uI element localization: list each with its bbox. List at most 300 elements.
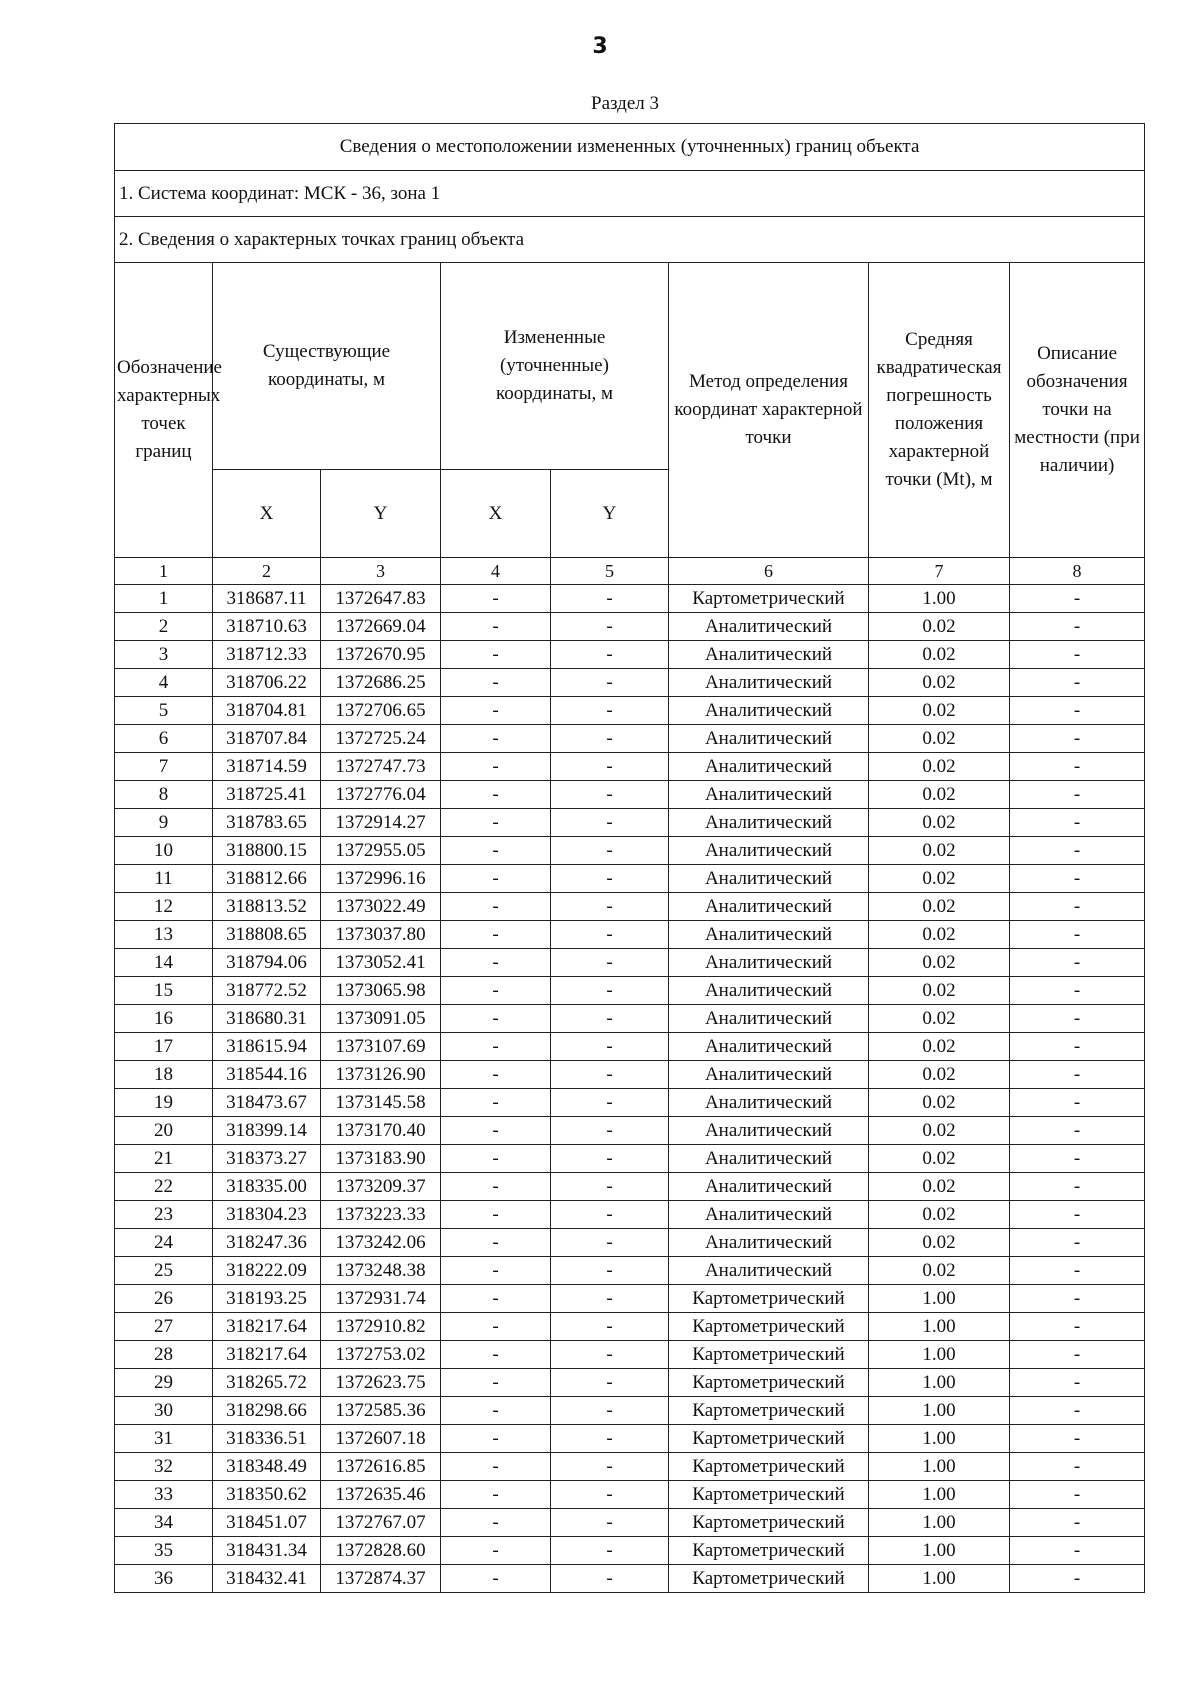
changed-y-cell: -	[551, 1313, 669, 1341]
existing-y-cell: 1372996.16	[321, 865, 441, 893]
existing-y-cell: 1372914.27	[321, 809, 441, 837]
existing-y-cell: 1373022.49	[321, 893, 441, 921]
description-cell: -	[1010, 1397, 1145, 1425]
method-cell: Аналитический	[669, 949, 869, 977]
header-changed-coordinates: Измененные (уточненные) координаты, м	[441, 263, 669, 470]
method-cell: Картометрический	[669, 1369, 869, 1397]
method-cell: Аналитический	[669, 837, 869, 865]
coordinate-system: 1. Система координат: МСК - 36, зона 1	[115, 171, 1145, 217]
method-cell: Картометрический	[669, 1453, 869, 1481]
changed-x-cell: -	[441, 1229, 551, 1257]
mt-value-cell: 0.02	[869, 753, 1010, 781]
method-cell: Картометрический	[669, 1425, 869, 1453]
description-cell: -	[1010, 697, 1145, 725]
point-id-cell: 30	[115, 1397, 213, 1425]
existing-y-cell: 1372753.02	[321, 1341, 441, 1369]
header-description: Описание обозначения точки на местности (при наличии)	[1010, 263, 1145, 558]
point-id-cell: 15	[115, 977, 213, 1005]
existing-x-cell: 318222.09	[213, 1257, 321, 1285]
mt-value-cell: 1.00	[869, 1425, 1010, 1453]
existing-y-cell: 1373170.40	[321, 1117, 441, 1145]
changed-x-cell: -	[441, 1117, 551, 1145]
description-cell: -	[1010, 1229, 1145, 1257]
description-cell: -	[1010, 781, 1145, 809]
column-number: 6	[669, 558, 869, 585]
header-changed-y: Y	[551, 470, 669, 558]
changed-x-cell: -	[441, 781, 551, 809]
changed-x-cell: -	[441, 1285, 551, 1313]
point-id-cell: 24	[115, 1229, 213, 1257]
changed-y-cell: -	[551, 1173, 669, 1201]
method-cell: Аналитический	[669, 1033, 869, 1061]
table-row	[115, 809, 1145, 837]
changed-y-cell: -	[551, 1033, 669, 1061]
existing-y-cell: 1373037.80	[321, 921, 441, 949]
mt-value-cell: 0.02	[869, 1033, 1010, 1061]
method-cell: Картометрический	[669, 1341, 869, 1369]
existing-y-cell: 1373091.05	[321, 1005, 441, 1033]
description-cell: -	[1010, 1117, 1145, 1145]
changed-y-cell: -	[551, 809, 669, 837]
points-section-title: 2. Сведения о характерных точках границ объекта	[115, 217, 1145, 263]
method-cell: Картометрический	[669, 1509, 869, 1537]
existing-x-cell: 318794.06	[213, 949, 321, 977]
existing-y-cell: 1373183.90	[321, 1145, 441, 1173]
method-cell: Аналитический	[669, 921, 869, 949]
existing-x-cell: 318706.22	[213, 669, 321, 697]
mt-value-cell: 0.02	[869, 1201, 1010, 1229]
changed-x-cell: -	[441, 641, 551, 669]
description-cell: -	[1010, 641, 1145, 669]
changed-x-cell: -	[441, 1453, 551, 1481]
changed-x-cell: -	[441, 1313, 551, 1341]
changed-y-cell: -	[551, 1117, 669, 1145]
description-cell: -	[1010, 949, 1145, 977]
description-cell: -	[1010, 669, 1145, 697]
existing-x-cell: 318812.66	[213, 865, 321, 893]
mt-value-cell: 1.00	[869, 585, 1010, 613]
method-cell: Аналитический	[669, 893, 869, 921]
changed-y-cell: -	[551, 1453, 669, 1481]
mt-value-cell: 0.02	[869, 1005, 1010, 1033]
description-cell: -	[1010, 1005, 1145, 1033]
changed-y-cell: -	[551, 1341, 669, 1369]
existing-x-cell: 318217.64	[213, 1341, 321, 1369]
changed-y-cell: -	[551, 1537, 669, 1565]
table-row	[115, 1341, 1145, 1369]
changed-x-cell: -	[441, 949, 551, 977]
existing-x-cell: 318800.15	[213, 837, 321, 865]
mt-value-cell: 0.02	[869, 725, 1010, 753]
header-changed-x: X	[441, 470, 551, 558]
point-id-cell: 32	[115, 1453, 213, 1481]
existing-y-cell: 1372670.95	[321, 641, 441, 669]
description-cell: -	[1010, 753, 1145, 781]
changed-x-cell: -	[441, 585, 551, 613]
changed-y-cell: -	[551, 1229, 669, 1257]
existing-x-cell: 318772.52	[213, 977, 321, 1005]
changed-y-cell: -	[551, 1481, 669, 1509]
mt-value-cell: 0.02	[869, 837, 1010, 865]
changed-x-cell: -	[441, 1565, 551, 1593]
method-cell: Картометрический	[669, 1565, 869, 1593]
changed-x-cell: -	[441, 1369, 551, 1397]
existing-x-cell: 318714.59	[213, 753, 321, 781]
point-id-cell: 2	[115, 613, 213, 641]
existing-y-cell: 1372776.04	[321, 781, 441, 809]
changed-x-cell: -	[441, 1089, 551, 1117]
description-cell: -	[1010, 865, 1145, 893]
table-caption: Сведения о местоположении измененных (уточненных) границ объекта	[115, 124, 1145, 171]
method-cell: Картометрический	[669, 1397, 869, 1425]
existing-x-cell: 318193.25	[213, 1285, 321, 1313]
existing-y-cell: 1373209.37	[321, 1173, 441, 1201]
point-id-cell: 6	[115, 725, 213, 753]
table-row	[115, 1565, 1145, 1593]
mt-value-cell: 0.02	[869, 977, 1010, 1005]
table-row	[115, 1229, 1145, 1257]
changed-x-cell: -	[441, 865, 551, 893]
point-id-cell: 14	[115, 949, 213, 977]
mt-value-cell: 0.02	[869, 1173, 1010, 1201]
mt-value-cell: 0.02	[869, 1117, 1010, 1145]
point-id-cell: 19	[115, 1089, 213, 1117]
mt-value-cell: 1.00	[869, 1565, 1010, 1593]
point-id-cell: 28	[115, 1341, 213, 1369]
point-id-cell: 17	[115, 1033, 213, 1061]
existing-y-cell: 1372910.82	[321, 1313, 441, 1341]
method-cell: Аналитический	[669, 1145, 869, 1173]
changed-x-cell: -	[441, 809, 551, 837]
existing-x-cell: 318451.07	[213, 1509, 321, 1537]
changed-y-cell: -	[551, 837, 669, 865]
existing-x-cell: 318265.72	[213, 1369, 321, 1397]
description-cell: -	[1010, 893, 1145, 921]
changed-y-cell: -	[551, 1201, 669, 1229]
mt-value-cell: 0.02	[869, 1061, 1010, 1089]
mt-value-cell: 0.02	[869, 1145, 1010, 1173]
point-id-cell: 36	[115, 1565, 213, 1593]
existing-x-cell: 318725.41	[213, 781, 321, 809]
table-row	[115, 1369, 1145, 1397]
changed-x-cell: -	[441, 1341, 551, 1369]
method-cell: Аналитический	[669, 613, 869, 641]
mt-value-cell: 0.02	[869, 669, 1010, 697]
point-id-cell: 31	[115, 1425, 213, 1453]
method-cell: Аналитический	[669, 1061, 869, 1089]
method-cell: Картометрический	[669, 1481, 869, 1509]
table-row	[115, 1481, 1145, 1509]
table-row	[115, 669, 1145, 697]
table-row	[115, 921, 1145, 949]
table-row	[115, 1313, 1145, 1341]
mt-value-cell: 0.02	[869, 1257, 1010, 1285]
existing-x-cell: 318304.23	[213, 1201, 321, 1229]
mt-value-cell: 0.02	[869, 809, 1010, 837]
changed-x-cell: -	[441, 837, 551, 865]
table-row	[115, 1033, 1145, 1061]
method-cell: Аналитический	[669, 1089, 869, 1117]
changed-x-cell: -	[441, 1481, 551, 1509]
changed-y-cell: -	[551, 669, 669, 697]
mt-value-cell: 1.00	[869, 1341, 1010, 1369]
existing-y-cell: 1373052.41	[321, 949, 441, 977]
table-row	[115, 1145, 1145, 1173]
description-cell: -	[1010, 1425, 1145, 1453]
point-id-cell: 29	[115, 1369, 213, 1397]
header-designation: Обозначение характерных точек границ	[115, 263, 213, 558]
existing-x-cell: 318710.63	[213, 613, 321, 641]
table-row	[115, 837, 1145, 865]
changed-x-cell: -	[441, 977, 551, 1005]
table-row	[115, 949, 1145, 977]
mt-value-cell: 0.02	[869, 613, 1010, 641]
description-cell: -	[1010, 1201, 1145, 1229]
method-cell: Аналитический	[669, 977, 869, 1005]
existing-y-cell: 1372725.24	[321, 725, 441, 753]
method-cell: Картометрический	[669, 1537, 869, 1565]
existing-y-cell: 1372686.25	[321, 669, 441, 697]
table-row	[115, 1397, 1145, 1425]
column-number: 3	[321, 558, 441, 585]
description-cell: -	[1010, 1173, 1145, 1201]
existing-y-cell: 1373107.69	[321, 1033, 441, 1061]
existing-x-cell: 318350.62	[213, 1481, 321, 1509]
changed-x-cell: -	[441, 1537, 551, 1565]
existing-y-cell: 1372607.18	[321, 1425, 441, 1453]
header-mt: Средняя квадратическая погрешность положения характерной точки (Mt), м	[869, 263, 1010, 558]
table-row	[115, 977, 1145, 1005]
changed-x-cell: -	[441, 697, 551, 725]
table-row	[115, 1453, 1145, 1481]
table-row	[115, 1061, 1145, 1089]
existing-x-cell: 318687.11	[213, 585, 321, 613]
mt-value-cell: 0.02	[869, 697, 1010, 725]
description-cell: -	[1010, 1257, 1145, 1285]
changed-y-cell: -	[551, 1089, 669, 1117]
mt-value-cell: 0.02	[869, 865, 1010, 893]
point-id-cell: 1	[115, 585, 213, 613]
existing-y-cell: 1372616.85	[321, 1453, 441, 1481]
existing-y-cell: 1372828.60	[321, 1537, 441, 1565]
existing-x-cell: 318247.36	[213, 1229, 321, 1257]
changed-x-cell: -	[441, 1145, 551, 1173]
method-cell: Аналитический	[669, 641, 869, 669]
existing-y-cell: 1373145.58	[321, 1089, 441, 1117]
method-cell: Аналитический	[669, 725, 869, 753]
method-cell: Аналитический	[669, 1229, 869, 1257]
column-number: 2	[213, 558, 321, 585]
description-cell: -	[1010, 613, 1145, 641]
mt-value-cell: 1.00	[869, 1285, 1010, 1313]
mt-value-cell: 0.02	[869, 641, 1010, 669]
existing-x-cell: 318336.51	[213, 1425, 321, 1453]
column-number: 8	[1010, 558, 1145, 585]
existing-x-cell: 318432.41	[213, 1565, 321, 1593]
changed-y-cell: -	[551, 921, 669, 949]
changed-y-cell: -	[551, 977, 669, 1005]
table-row	[115, 725, 1145, 753]
changed-x-cell: -	[441, 921, 551, 949]
mt-value-cell: 1.00	[869, 1509, 1010, 1537]
description-cell: -	[1010, 1089, 1145, 1117]
column-number: 5	[551, 558, 669, 585]
changed-x-cell: -	[441, 1061, 551, 1089]
existing-y-cell: 1373242.06	[321, 1229, 441, 1257]
table-row	[115, 1285, 1145, 1313]
boundary-points-table	[114, 123, 1145, 1593]
table-row	[115, 1509, 1145, 1537]
description-cell: -	[1010, 1313, 1145, 1341]
changed-y-cell: -	[551, 1285, 669, 1313]
method-cell: Аналитический	[669, 1257, 869, 1285]
existing-x-cell: 318335.00	[213, 1173, 321, 1201]
description-cell: -	[1010, 725, 1145, 753]
changed-y-cell: -	[551, 725, 669, 753]
existing-y-cell: 1372874.37	[321, 1565, 441, 1593]
changed-y-cell: -	[551, 949, 669, 977]
table-row	[115, 1005, 1145, 1033]
description-cell: -	[1010, 1341, 1145, 1369]
point-id-cell: 16	[115, 1005, 213, 1033]
existing-y-cell: 1372623.75	[321, 1369, 441, 1397]
description-cell: -	[1010, 837, 1145, 865]
existing-x-cell: 318348.49	[213, 1453, 321, 1481]
table-row	[115, 1537, 1145, 1565]
method-cell: Аналитический	[669, 1005, 869, 1033]
description-cell: -	[1010, 1509, 1145, 1537]
method-cell: Аналитический	[669, 1117, 869, 1145]
table-row	[115, 641, 1145, 669]
existing-x-cell: 318298.66	[213, 1397, 321, 1425]
description-cell: -	[1010, 1033, 1145, 1061]
method-cell: Аналитический	[669, 1173, 869, 1201]
changed-x-cell: -	[441, 613, 551, 641]
changed-x-cell: -	[441, 1397, 551, 1425]
point-id-cell: 18	[115, 1061, 213, 1089]
changed-y-cell: -	[551, 753, 669, 781]
method-cell: Аналитический	[669, 865, 869, 893]
changed-y-cell: -	[551, 1509, 669, 1537]
mt-value-cell: 1.00	[869, 1369, 1010, 1397]
changed-y-cell: -	[551, 1257, 669, 1285]
existing-x-cell: 318373.27	[213, 1145, 321, 1173]
changed-y-cell: -	[551, 697, 669, 725]
method-cell: Аналитический	[669, 1201, 869, 1229]
point-id-cell: 12	[115, 893, 213, 921]
header-existing-x: X	[213, 470, 321, 558]
existing-x-cell: 318473.67	[213, 1089, 321, 1117]
existing-x-cell: 318217.64	[213, 1313, 321, 1341]
method-cell: Картометрический	[669, 1313, 869, 1341]
existing-x-cell: 318399.14	[213, 1117, 321, 1145]
changed-x-cell: -	[441, 725, 551, 753]
mt-value-cell: 1.00	[869, 1453, 1010, 1481]
point-id-cell: 25	[115, 1257, 213, 1285]
method-cell: Аналитический	[669, 697, 869, 725]
point-id-cell: 3	[115, 641, 213, 669]
existing-x-cell: 318615.94	[213, 1033, 321, 1061]
existing-y-cell: 1373126.90	[321, 1061, 441, 1089]
existing-y-cell: 1372669.04	[321, 613, 441, 641]
table-row	[115, 1425, 1145, 1453]
existing-y-cell: 1372585.36	[321, 1397, 441, 1425]
table-row	[115, 697, 1145, 725]
changed-x-cell: -	[441, 669, 551, 697]
changed-x-cell: -	[441, 1033, 551, 1061]
existing-y-cell: 1373223.33	[321, 1201, 441, 1229]
point-id-cell: 7	[115, 753, 213, 781]
table-row	[115, 1201, 1145, 1229]
method-cell: Аналитический	[669, 753, 869, 781]
description-cell: -	[1010, 1145, 1145, 1173]
table-row	[115, 865, 1145, 893]
point-id-cell: 9	[115, 809, 213, 837]
description-cell: -	[1010, 977, 1145, 1005]
changed-y-cell: -	[551, 1425, 669, 1453]
point-id-cell: 4	[115, 669, 213, 697]
changed-y-cell: -	[551, 1565, 669, 1593]
changed-y-cell: -	[551, 1369, 669, 1397]
point-id-cell: 13	[115, 921, 213, 949]
point-id-cell: 35	[115, 1537, 213, 1565]
point-id-cell: 21	[115, 1145, 213, 1173]
column-number: 1	[115, 558, 213, 585]
changed-y-cell: -	[551, 1145, 669, 1173]
method-cell: Аналитический	[669, 809, 869, 837]
existing-y-cell: 1372747.73	[321, 753, 441, 781]
point-id-cell: 33	[115, 1481, 213, 1509]
point-id-cell: 26	[115, 1285, 213, 1313]
point-id-cell: 5	[115, 697, 213, 725]
point-id-cell: 23	[115, 1201, 213, 1229]
description-cell: -	[1010, 1369, 1145, 1397]
table-row	[115, 1173, 1145, 1201]
existing-y-cell: 1373065.98	[321, 977, 441, 1005]
mt-value-cell: 1.00	[869, 1313, 1010, 1341]
changed-y-cell: -	[551, 641, 669, 669]
existing-y-cell: 1372706.65	[321, 697, 441, 725]
table-row	[115, 1117, 1145, 1145]
mt-value-cell: 0.02	[869, 949, 1010, 977]
changed-y-cell: -	[551, 613, 669, 641]
mt-value-cell: 0.02	[869, 781, 1010, 809]
point-id-cell: 34	[115, 1509, 213, 1537]
existing-y-cell: 1372955.05	[321, 837, 441, 865]
column-number: 4	[441, 558, 551, 585]
existing-y-cell: 1373248.38	[321, 1257, 441, 1285]
mt-value-cell: 1.00	[869, 1397, 1010, 1425]
existing-x-cell: 318783.65	[213, 809, 321, 837]
table-row	[115, 781, 1145, 809]
changed-y-cell: -	[551, 1061, 669, 1089]
changed-x-cell: -	[441, 893, 551, 921]
header-existing-y: Y	[321, 470, 441, 558]
changed-x-cell: -	[441, 1257, 551, 1285]
changed-x-cell: -	[441, 1005, 551, 1033]
section-label: Раздел 3	[591, 93, 659, 114]
method-cell: Картометрический	[669, 1285, 869, 1313]
method-cell: Картометрический	[669, 585, 869, 613]
mt-value-cell: 0.02	[869, 921, 1010, 949]
table-row	[115, 753, 1145, 781]
changed-x-cell: -	[441, 1201, 551, 1229]
method-cell: Аналитический	[669, 781, 869, 809]
existing-x-cell: 318813.52	[213, 893, 321, 921]
changed-x-cell: -	[441, 1509, 551, 1537]
method-cell: Аналитический	[669, 669, 869, 697]
mt-value-cell: 0.02	[869, 1229, 1010, 1257]
